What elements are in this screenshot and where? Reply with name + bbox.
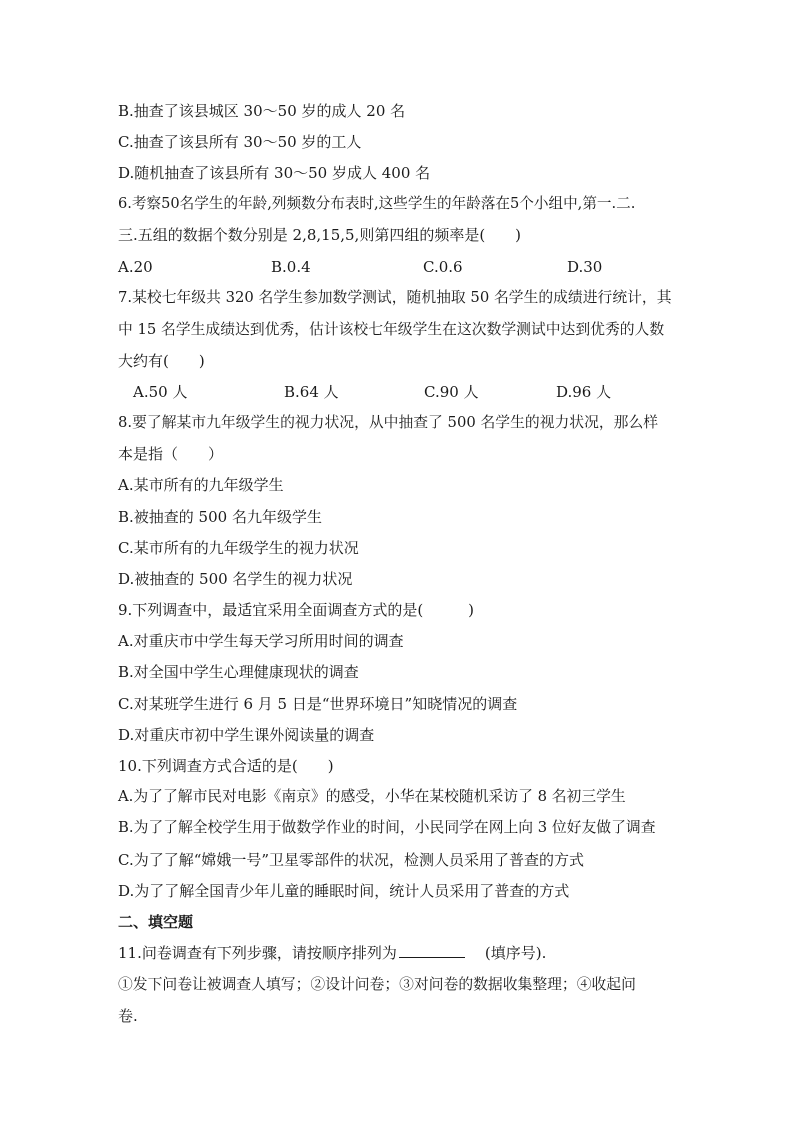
q9-option-a: A.对重庆市中学生每天学习所用时间的调查 — [118, 632, 404, 650]
q8-stem-line-1: 8.要了解某市九年级学生的视力状况，从中抽查了 500 名学生的视力状况，那么样 — [118, 414, 659, 431]
q8-option-d: D.被抽查的 500 名学生的视力状况 — [118, 570, 353, 588]
q7-stem-line-3: 大约有( ) — [118, 352, 205, 370]
q8-stem-line-2: 本是指（ ） — [118, 445, 224, 463]
q11-stem-suffix: (填序号). — [484, 944, 547, 962]
q7-stem-line-1: 7.某校七年级共 320 名学生参加数学测试，随机抽取 50 名学生的成绩进行统计，其 — [118, 289, 672, 306]
q5-option-c: C.抽查了该县所有 30～50 岁的工人 — [118, 133, 362, 151]
q7-option-c: C.90 人 — [424, 383, 479, 401]
q9-option-c: C.对某班学生进行 6 月 5 日是“世界环境日”知晓情况的调查 — [118, 695, 518, 713]
q6-option-c: C.0.6 — [423, 258, 463, 276]
q9-option-b: B.对全国中学生心理健康现状的调查 — [118, 663, 359, 681]
q10-option-b: B.为了了解全校学生用于做数学作业的时间，小民同学在网上向 3 位好友做了调查 — [118, 819, 656, 836]
q11-steps-line-1: ①发下问卷让被调查人填写；②设计问卷；③对问卷的数据收集整理；④收起问 — [118, 976, 636, 993]
q8-option-b: B.被抽查的 500 名九年级学生 — [118, 508, 322, 526]
q10-option-c: C.为了了解“嫦娥一号”卫星零部件的状况，检测人员采用了普查的方式 — [118, 851, 585, 869]
q6-option-b: B.0.4 — [271, 258, 311, 276]
q5-option-d: D.随机抽查了该县所有 30～50 岁成人 400 名 — [118, 164, 431, 182]
q7-stem-line-2: 中 15 名学生成绩达到优秀，估计该校七年级学生在这次数学测试中达到优秀的人数 — [118, 321, 665, 338]
q7-option-a: A.50 人 — [133, 383, 188, 401]
q11-stem-prefix: 11.问卷调查有下列步骤，请按顺序排列为 — [118, 944, 397, 962]
q6-option-d: D.30 — [567, 258, 603, 276]
q10-option-a: A.为了了解市民对电影《南京》的感受，小华在某校随机采访了 8 名初三学生 — [118, 788, 626, 805]
q11-stem — [118, 943, 546, 963]
section-title: 二、填空题 — [118, 913, 194, 931]
q9-option-d: D.对重庆市初中学生课外阅读量的调查 — [118, 726, 375, 744]
q7-option-b: B.64 人 — [284, 383, 339, 401]
q6-stem-line-1: 6.考察50名学生的年龄,列频数分布表时,这些学生的年龄落在5个小组中,第一.二. — [118, 195, 636, 212]
q5-option-b: B.抽查了该县城区 30～50 岁的成人 20 名 — [118, 102, 406, 120]
q7-option-d: D.96 人 — [556, 383, 612, 401]
q9-stem: 9.下列调查中，最适宜采用全面调查方式的是( ) — [118, 601, 475, 619]
q10-stem: 10.下列调查方式合适的是( ) — [118, 757, 334, 775]
q6-stem-line-2: 三.五组的数据个数分别是 2,8,15,5,则第四组的频率是( ) — [118, 226, 522, 244]
q6-option-a: A.20 — [118, 258, 153, 276]
q8-option-a: A.某市所有的九年级学生 — [118, 476, 284, 494]
q11-answer-blank — [399, 943, 465, 958]
q8-option-c: C.某市所有的九年级学生的视力状况 — [118, 539, 359, 557]
q10-option-d: D.为了了解全国青少年儿童的睡眠时间，统计人员采用了普查的方式 — [118, 882, 570, 900]
q11-steps-line-2: 卷. — [118, 1007, 138, 1025]
